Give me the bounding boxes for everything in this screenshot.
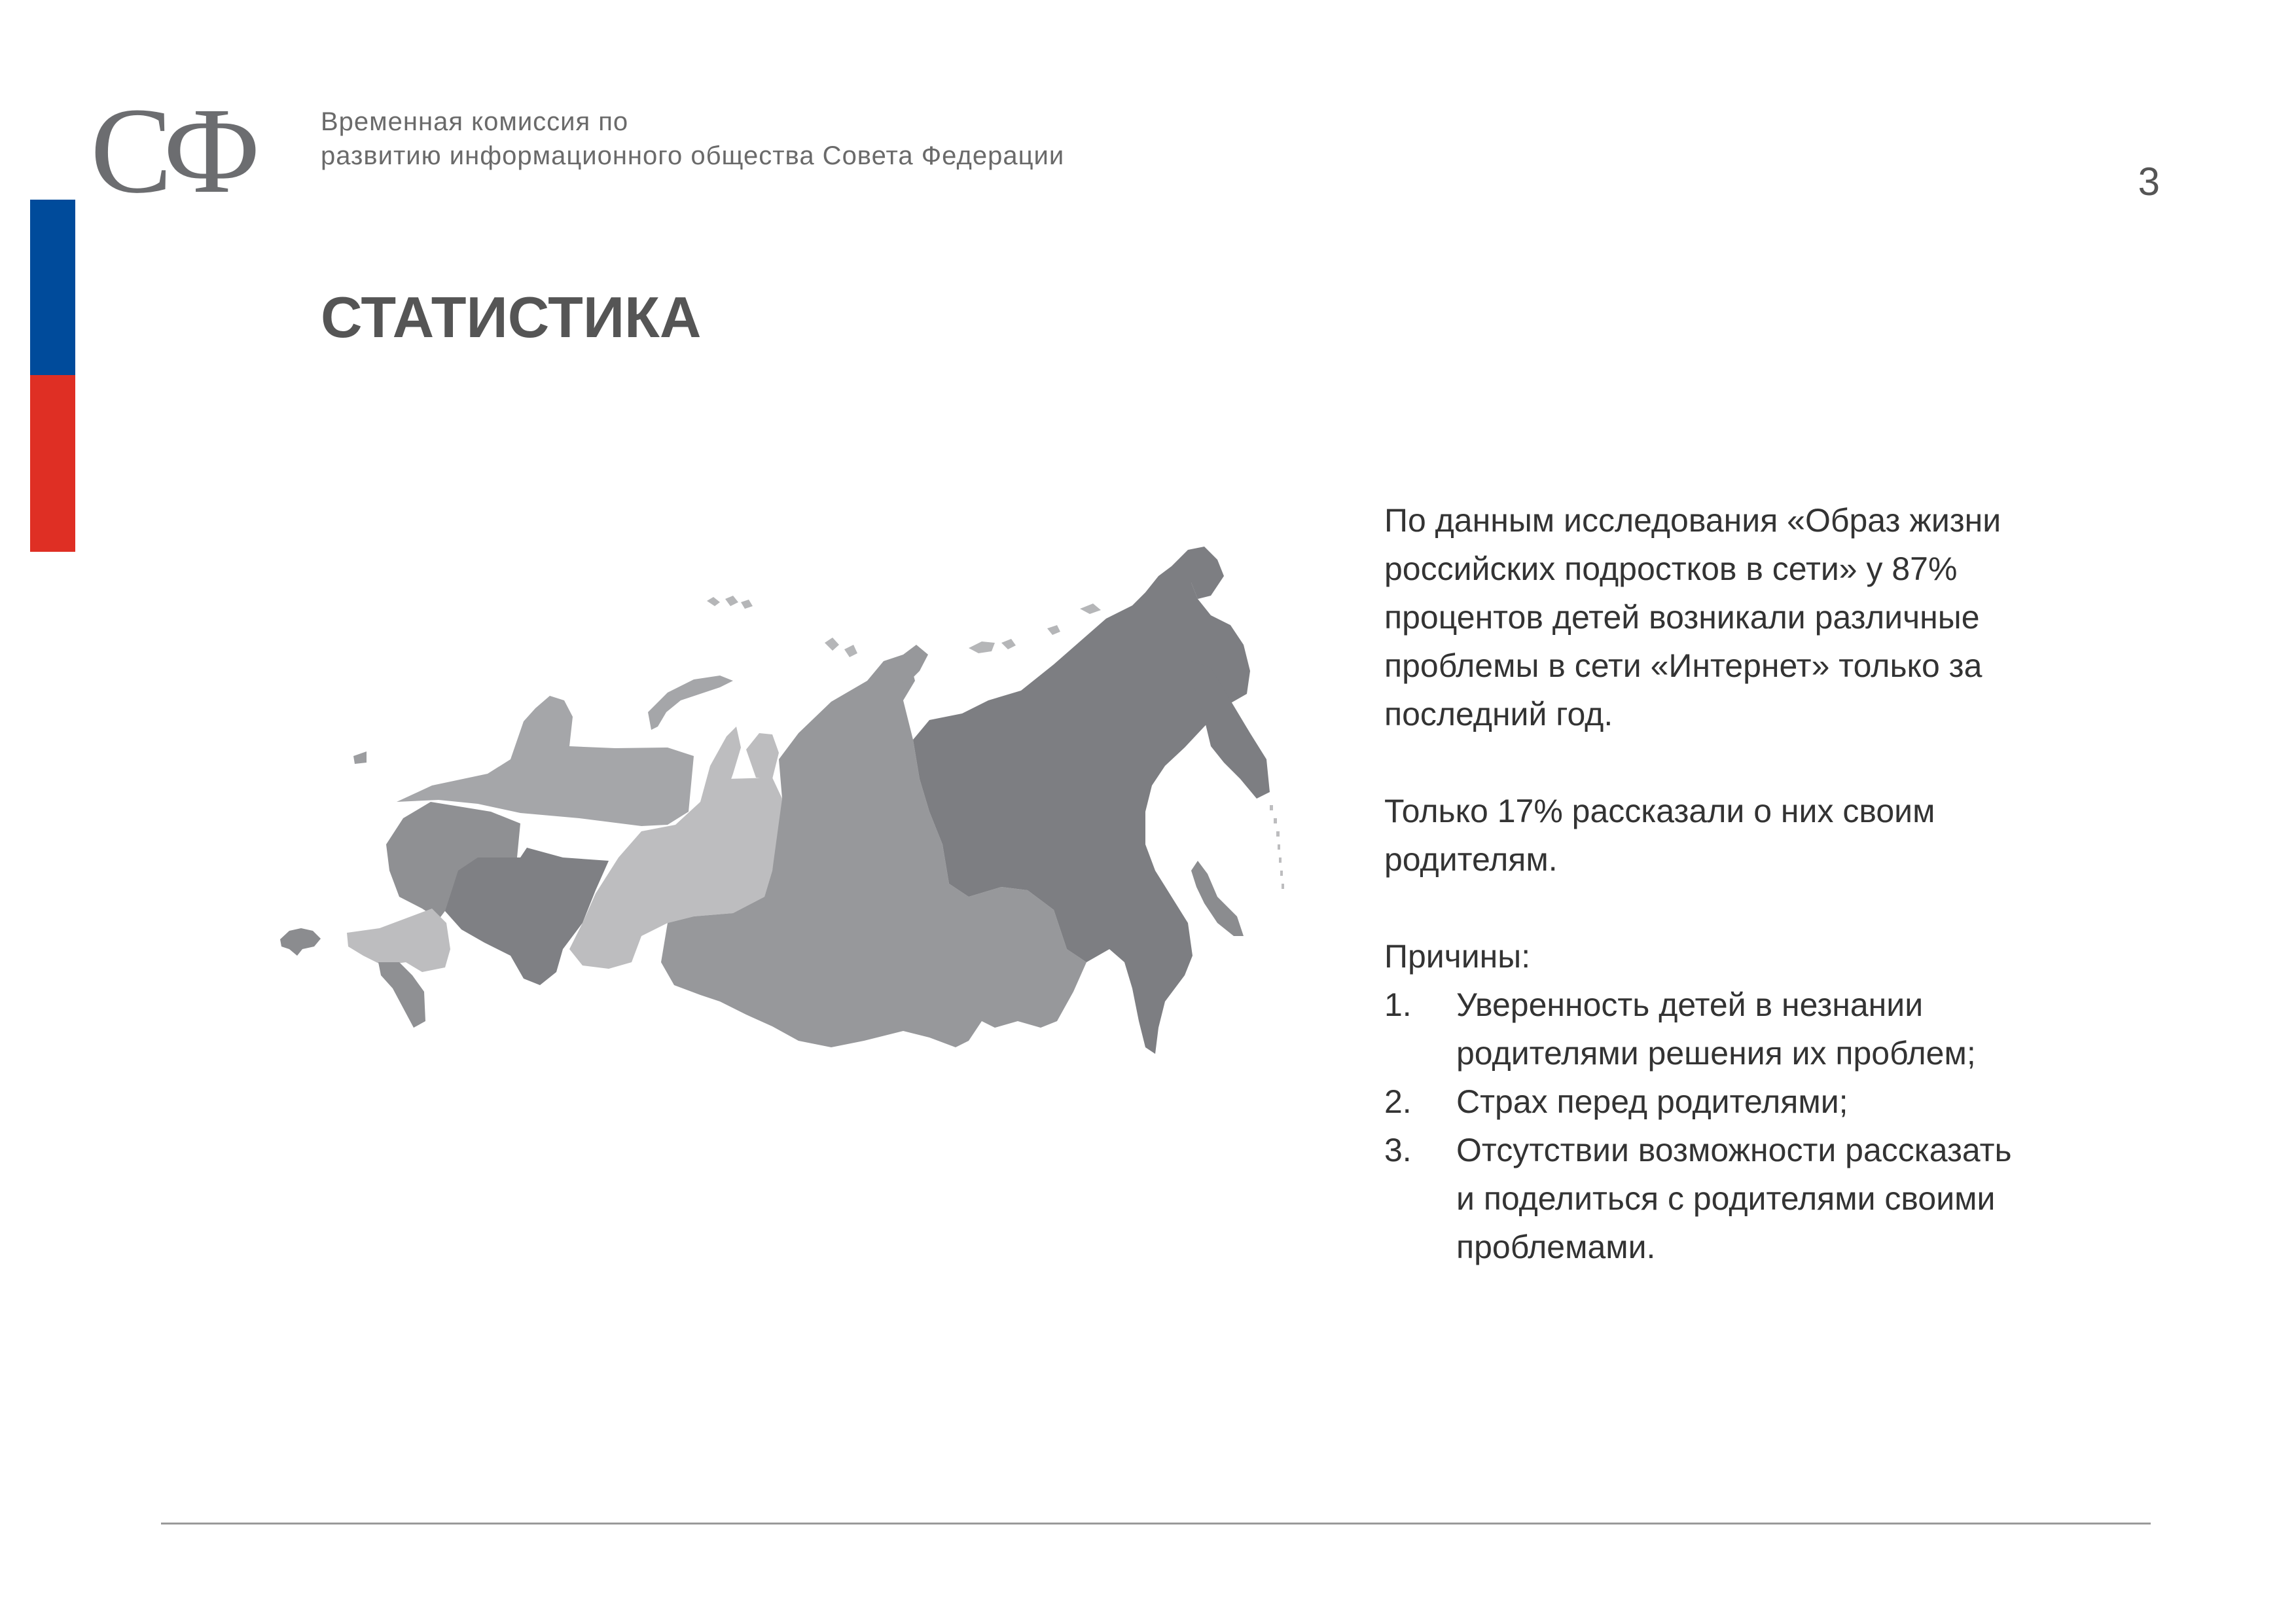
footer-divider <box>161 1523 2151 1525</box>
flag-stripe-blue <box>30 200 75 375</box>
spacer <box>1384 738 2137 787</box>
list-item-number: 1. <box>1384 986 1412 1023</box>
list-item-text: Уверенность детей в незнании родителями решения их проблем; <box>1456 986 1976 1072</box>
paragraph-told-parents: Только 17% рассказали о них своим родителям. <box>1384 793 1935 878</box>
list-item <box>1384 1126 2137 1271</box>
map-region-kurils <box>1270 805 1284 889</box>
organization-name-line-1: Временная комиссия по <box>321 107 629 136</box>
list-item-number: 3. <box>1384 1132 1412 1168</box>
map-region-novaya-zemlya <box>648 676 733 730</box>
map-region-taimyr <box>867 645 928 684</box>
spacer <box>1384 884 2137 932</box>
map-region-kaliningrad <box>353 751 367 764</box>
reasons-list <box>1384 981 2137 1271</box>
flag-stripe-red <box>30 375 75 552</box>
page-number: 3 <box>2138 160 2160 204</box>
list-item-number: 2. <box>1384 1083 1412 1120</box>
list-item-text: Отсутствии возможности рассказать и поделиться с родителями своими проблемами. <box>1456 1132 2012 1265</box>
map-region-crimea <box>280 928 321 956</box>
map-region-arctic-islands <box>707 596 1060 657</box>
map-region-caucasus <box>378 962 425 1028</box>
russia-map <box>275 504 1322 1080</box>
paragraph-research: По данным исследования «Образ жизни российских подростков в сети» у 87% процентов детей возникали различные проблемы в сети «Интернет» только за последний год. <box>1384 502 2001 732</box>
list-item <box>1384 1077 2137 1126</box>
map-region-sakhalin <box>1191 861 1244 936</box>
map-region-wrangel <box>1080 604 1101 614</box>
list-item <box>1384 981 2137 1077</box>
organization-name-line-2: развитию информационного общества Совета Федерации <box>321 141 1065 170</box>
page-title: СТАТИСТИКА <box>321 285 702 350</box>
logo: СФ <box>90 82 251 219</box>
map-region-gydan <box>746 733 779 779</box>
statistics-text <box>1384 496 2137 1271</box>
reasons-heading: Причины: <box>1384 938 1531 975</box>
list-item-text: Страх перед родителями; <box>1456 1083 1848 1120</box>
organization-name <box>321 105 1172 173</box>
